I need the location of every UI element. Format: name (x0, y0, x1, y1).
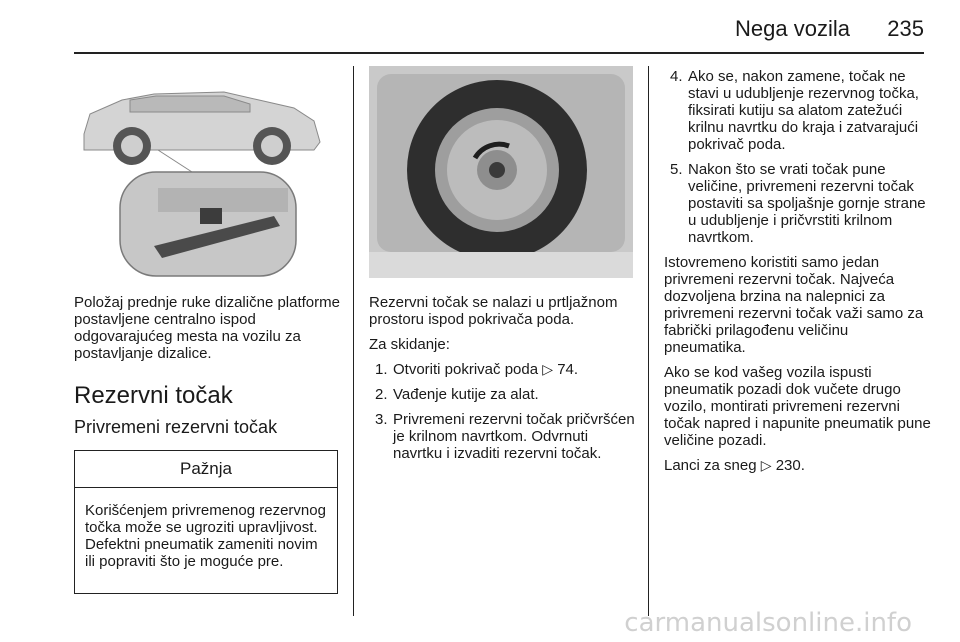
list-item: 1. Otvoriti pokrivač poda ▷ 74. (375, 361, 579, 378)
paragraph: Ako se kod vašeg vozila ispusti pneumatik pozadi dok vučete drugo vozilo, montirati privremeni rezervni točak napred i napunite pneumatik pune veličine pozadi. (664, 364, 931, 449)
list-item: 5. Nakon što se vrati točak pune veličine, privremeni rezervni točak postaviti sa spoljašnje gornje strane u udubljenje i pričvrstiti krilnom navrtkom. (670, 161, 926, 246)
column-divider-right (648, 66, 649, 616)
arrow-ref-icon: ▷ (542, 361, 554, 377)
list-item: 3. Privremeni rezervni točak pričvršćen je krilnom navrtkom. Odvrnuti navrtku i izvaditi rezervni točak. (375, 411, 635, 462)
refit-steps (664, 68, 932, 246)
notice-body: Korišćenjem privremenog rezervnog točka može se ugroziti upravljivost. Defektni pneumatik zameniti novim ili popraviti što je moguće pre. (85, 502, 326, 570)
watermark: carmanualsonline.info (624, 608, 912, 638)
page-reference-link[interactable]: 74. (557, 361, 579, 378)
figure-caption: Položaj prednje ruke dizalične platforme postavljene centralno ispod odgovarajućeg mesta na vozilu za postavljanje dizalice. (74, 294, 340, 362)
section-title: Rezervni točak (74, 382, 233, 409)
car-jack-figure (74, 66, 338, 278)
spare-wheel-illustration (369, 66, 633, 278)
column2-text (369, 294, 639, 470)
paragraph: Lanci za sneg ▷ 230. (664, 457, 805, 474)
column3-text (664, 68, 932, 482)
page-reference-link[interactable]: 230. (775, 457, 805, 474)
removal-steps (369, 361, 639, 462)
car-jack-illustration (74, 66, 338, 278)
subsection-title: Privremeni rezervni točak (74, 417, 278, 437)
warning-notice (74, 450, 338, 594)
page-number: 235 (887, 16, 924, 41)
column-divider-left (353, 66, 354, 616)
intro-paragraph: Rezervni točak se nalazi u prtljažnom prostoru ispod pokrivača poda. (369, 294, 618, 328)
header-rule (74, 52, 924, 54)
header-title: Nega vozila (735, 16, 850, 41)
arrow-ref-icon: ▷ (760, 457, 772, 473)
list-item: 4. Ako se, nakon zamene, točak ne stavi u udubljenje rezervnog točka, fiksirati kutiju sa alatom zatežući krilnu navrtku do kraja i zatvarajući pokrivač poda. (670, 68, 919, 153)
paragraph: Istovremeno koristiti samo jedan privremeni rezervni točak. Najveća dozvoljena brzina na nalepnici za privremeni rezervni točak važi samo za fabrički prilagođenu veličinu pneumatika. (664, 254, 924, 356)
list-item: 2. Vađenje kutije za alat. (375, 386, 539, 403)
spare-wheel-figure (369, 66, 633, 278)
lead-paragraph: Za skidanje: (369, 336, 450, 353)
notice-title: Pažnja (75, 451, 337, 488)
